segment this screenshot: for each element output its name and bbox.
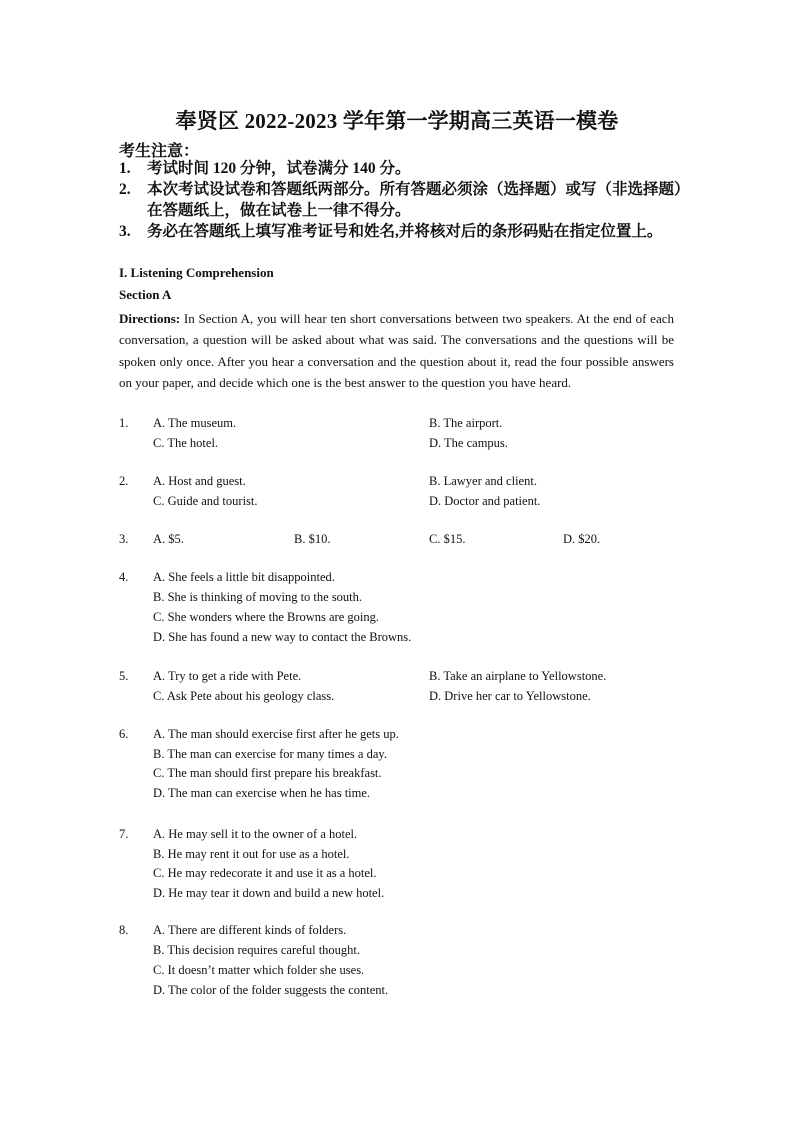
directions-label: Directions: [119,311,181,326]
notice-list [119,158,689,242]
question-number: 6. [119,727,129,741]
notice-item [119,221,689,242]
directions-text: In Section A, you will hear ten short conversations between two speakers. At the end of each conversation, a question will be asked about what was said. The conversations and the questions will be spoken only once. After you hear a conversation and the question about it, read the four possible answers on your paper, and decide which one is the best answer to the question you have heard. [119,311,674,390]
section-title: Section A [119,287,172,302]
question-number: 7. [119,827,129,841]
question-number: 4. [119,570,129,584]
option-d: D. Drive her car to Yellowstone. [429,688,591,703]
notice-heading: 考生注意： [119,143,200,160]
option-d: D. He may tear it down and build a new hotel. [153,885,385,900]
option-b: B. Lawyer and client. [429,474,537,488]
part-title: I. Listening Comprehension [119,265,274,280]
notice-text: 本次考试设试卷和答题纸两部分。所有答题必须涂（选择题）或写（非选择题）在答题纸上，做在试卷上一律不得分。 [147,181,682,219]
question-number: 1. [119,416,129,430]
option-a: A. The museum. [153,416,237,430]
option-c: C. The hotel. [153,435,219,450]
notice-number: 1. [119,160,131,177]
option-b: B. Take an airplane to Yellowstone. [429,669,607,683]
option-d: D. The campus. [429,435,508,450]
option-a: A. $5. [153,532,184,546]
option-c: C. It doesn’t matter which folder she uses. [153,963,365,977]
notice-number: 2. [119,181,131,198]
notice-text: 考试时间 120 分钟，试卷满分 140 分。 [147,160,411,177]
option-a: A. There are different kinds of folders. [153,923,347,937]
option-c: C. Guide and tourist. [153,493,258,508]
option-c: C. Ask Pete about his geology class. [153,688,335,703]
option-a: A. He may sell it to the owner of a hotel. [153,827,358,841]
option-b: B. He may rent it out for use as a hotel. [153,846,350,861]
option-b: B. This decision requires careful thought. [153,943,361,957]
option-b: B. The man can exercise for many times a day. [153,746,387,761]
option-c: C. The man should first prepare his breakfast. [153,766,382,780]
option-b: B. She is thinking of moving to the south. [153,590,363,604]
question-number: 5. [119,669,129,683]
option-a: A. The man should exercise first after he gets up. [153,727,399,741]
question-number: 2. [119,474,129,488]
exam-title: 奉贤区 2022-2023 学年第一学期高三英语一模卷 [175,109,619,133]
option-b: B. The airport. [429,416,503,430]
directions [119,308,674,393]
option-d: D. The color of the folder suggests the content. [153,983,389,997]
option-c: C. $15. [429,532,466,546]
option-d: D. Doctor and patient. [429,493,541,508]
option-a: A. Host and guest. [153,474,246,488]
option-c: C. She wonders where the Browns are going. [153,610,379,624]
notice-item [119,158,689,179]
option-d: D. She has found a new way to contact the Browns. [153,630,412,644]
question-number: 3. [119,532,129,546]
option-d: D. The man can exercise when he has time. [153,785,371,800]
notice-text: 务必在答题纸上填写准考证号和姓名,并将核对后的条形码贴在指定位置上。 [147,223,663,240]
notice-item [119,179,689,221]
question-number: 8. [119,923,129,937]
option-d: D. $20. [563,532,601,546]
option-c: C. He may redecorate it and use it as a hotel. [153,866,377,880]
option-a: A. Try to get a ride with Pete. [153,669,302,683]
notice-number: 3. [119,223,131,240]
option-a: A. She feels a little bit disappointed. [153,570,335,584]
option-b: B. $10. [294,532,331,546]
